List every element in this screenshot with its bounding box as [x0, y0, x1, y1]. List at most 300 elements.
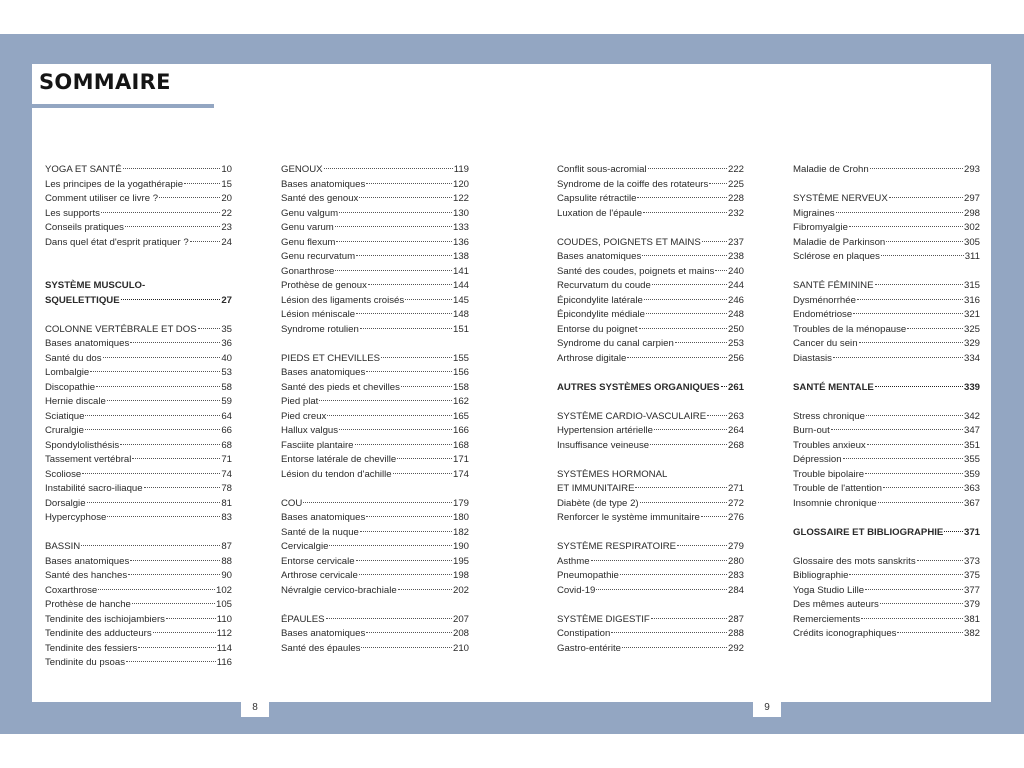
- dot-leader: [366, 371, 452, 372]
- dot-leader: [897, 632, 963, 633]
- toc-entry-page-number: 371: [963, 526, 980, 538]
- toc-entry[interactable]: [557, 569, 744, 584]
- dot-leader: [889, 197, 963, 198]
- toc-entry[interactable]: [45, 656, 232, 671]
- toc-entry-label: Pied creux: [281, 410, 327, 422]
- dot-leader: [329, 545, 452, 546]
- dot-leader: [866, 415, 963, 416]
- dot-leader: [646, 313, 727, 314]
- toc-entry[interactable]: [793, 598, 980, 613]
- toc-entry-page-number: 261: [727, 381, 744, 393]
- toc-entry-page-number: 151: [452, 323, 469, 335]
- dot-leader: [103, 357, 221, 358]
- toc-entry[interactable]: [793, 236, 980, 251]
- dot-leader: [98, 589, 215, 590]
- toc-entry[interactable]: [793, 468, 980, 483]
- dot-leader: [398, 589, 452, 590]
- toc-entry[interactable]: [45, 352, 232, 367]
- toc-entry[interactable]: [45, 221, 232, 236]
- toc-entry[interactable]: [45, 207, 232, 222]
- toc-entry-label: Genu valgum: [281, 207, 339, 219]
- toc-entry-label: Crédits iconographiques: [793, 628, 897, 639]
- toc-section-heading[interactable]: [793, 279, 980, 294]
- dot-leader: [81, 545, 220, 546]
- toc-entry-page-number: 225: [727, 178, 744, 190]
- toc-entry[interactable]: [45, 192, 232, 207]
- toc-entry[interactable]: [793, 163, 980, 178]
- toc-entry-label: Endométriose: [793, 309, 853, 320]
- toc-entry-label: COLONNE VERTÉBRALE ET DOS: [45, 323, 197, 335]
- dot-leader: [650, 444, 727, 445]
- toc-entry[interactable]: [793, 207, 980, 222]
- dot-leader: [361, 647, 452, 648]
- toc-entry[interactable]: [557, 642, 744, 657]
- toc-entry-page-number: 373: [963, 555, 980, 567]
- toc-entry-page-number: 40: [221, 352, 232, 364]
- dot-leader: [144, 487, 221, 488]
- toc-entry-label: COUDES, POIGNETS ET MAINS: [557, 236, 701, 248]
- toc-entry-label: Tendinite des adducteurs: [45, 628, 152, 639]
- dot-leader: [639, 328, 727, 329]
- toc-entry[interactable]: [281, 221, 469, 236]
- toc-entry[interactable]: [281, 236, 469, 251]
- toc-section-heading[interactable]: [557, 410, 744, 425]
- toc-entry[interactable]: [45, 468, 232, 483]
- toc-section-heading[interactable]: [557, 482, 744, 497]
- dot-leader: [865, 589, 963, 590]
- toc-section-heading[interactable]: [557, 540, 744, 555]
- toc-entry-page-number: 305: [963, 236, 980, 248]
- toc-entry-label: Maladie de Crohn: [793, 164, 869, 175]
- dot-leader: [642, 255, 727, 256]
- toc-entry[interactable]: [281, 540, 469, 555]
- toc-entry-page-number: 359: [963, 468, 980, 480]
- page-title: SOMMAIRE: [39, 70, 171, 94]
- toc-section-heading[interactable]: [557, 613, 744, 628]
- toc-entry[interactable]: [793, 482, 980, 497]
- toc-entry[interactable]: [281, 265, 469, 280]
- toc-entry-label: Syndrome du canal carpien: [557, 338, 674, 349]
- dot-leader: [833, 357, 963, 358]
- toc-column-3: [557, 163, 744, 656]
- toc-entry[interactable]: [793, 424, 980, 439]
- toc-entry-page-number: 280: [727, 555, 744, 567]
- toc-entry-label: SANTÉ MENTALE: [793, 381, 874, 393]
- title-underline: [32, 104, 214, 108]
- toc-entry-page-number: 83: [221, 512, 232, 523]
- toc-entry-page-number: 302: [963, 222, 980, 233]
- toc-entry[interactable]: [557, 250, 744, 265]
- dot-leader: [190, 241, 221, 242]
- toc-entry-page-number: 256: [727, 352, 744, 364]
- dot-leader: [853, 313, 963, 314]
- dot-leader: [652, 284, 727, 285]
- dot-leader: [886, 241, 963, 242]
- dot-leader: [849, 574, 963, 575]
- toc-entry-page-number: 250: [727, 323, 744, 335]
- toc-entry-label: Bibliographie: [793, 570, 849, 581]
- toc-entry[interactable]: [793, 323, 980, 338]
- toc-entry-page-number: 116: [216, 657, 232, 668]
- toc-entry[interactable]: [45, 424, 232, 439]
- dot-leader: [90, 371, 220, 372]
- toc-section-heading[interactable]: [793, 192, 980, 207]
- toc-entry-page-number: 334: [963, 352, 980, 364]
- toc-entry-label: ET IMMUNITAIRE: [557, 483, 635, 494]
- toc-entry-label: Sciatique: [45, 410, 85, 422]
- toc-entry-page-number: 90: [221, 570, 232, 581]
- toc-entry-label: Hernie discale: [45, 396, 106, 407]
- dot-leader: [159, 197, 220, 198]
- dot-leader: [107, 516, 220, 517]
- toc-entry[interactable]: [557, 497, 744, 512]
- toc-spacer: [45, 308, 232, 323]
- toc-entry-label: Gonarthrose: [281, 265, 335, 277]
- toc-entry-label: Insomnie chronique: [793, 497, 877, 509]
- toc-entry-label: GENOUX: [281, 164, 323, 175]
- toc-spacer: [281, 482, 469, 497]
- toc-entry[interactable]: [45, 381, 232, 396]
- toc-entry[interactable]: [45, 366, 232, 381]
- toc-section-heading[interactable]: [557, 236, 744, 251]
- toc-entry-label: Bases anatomiques: [281, 178, 366, 190]
- toc-entry[interactable]: [281, 207, 469, 222]
- toc-entry[interactable]: [557, 424, 744, 439]
- toc-entry-label: Névralgie cervico-brachiale: [281, 584, 397, 596]
- toc-entry-page-number: 268: [727, 439, 744, 451]
- toc-entry-page-number: 162: [452, 396, 469, 407]
- toc-entry-page-number: 110: [216, 613, 232, 625]
- toc-entry-page-number: 248: [727, 309, 744, 320]
- toc-entry[interactable]: [557, 279, 744, 294]
- toc-section-heading[interactable]: [45, 163, 232, 178]
- dot-leader: [715, 270, 727, 271]
- toc-entry[interactable]: [793, 337, 980, 352]
- toc-entry-page-number: 171: [452, 454, 469, 465]
- toc-entry[interactable]: [793, 308, 980, 323]
- toc-entry-label: SYSTÈME DIGESTIF: [557, 613, 650, 625]
- toc-entry[interactable]: [793, 250, 980, 265]
- toc-entry[interactable]: [281, 569, 469, 584]
- toc-entry-page-number: 64: [221, 410, 232, 422]
- toc-entry[interactable]: [557, 163, 744, 178]
- toc-entry-label: Bases anatomiques: [557, 251, 642, 262]
- toc-entry-page-number: 210: [452, 642, 469, 654]
- toc-entry[interactable]: [45, 613, 232, 628]
- toc-entry[interactable]: [45, 236, 232, 251]
- dot-leader: [875, 284, 963, 285]
- toc-section-heading[interactable]: [557, 468, 744, 483]
- toc-entry[interactable]: [557, 627, 744, 642]
- dot-leader: [125, 226, 220, 227]
- toc-entry-label: SYSTÈME RESPIRATOIRE: [557, 541, 677, 552]
- dot-leader: [865, 473, 963, 474]
- toc-entry[interactable]: [45, 555, 232, 570]
- toc-entry-page-number: 292: [727, 642, 744, 654]
- toc-entry-label: Diastasis: [793, 352, 832, 364]
- dot-leader: [366, 516, 452, 517]
- toc-entry-page-number: 228: [727, 193, 744, 204]
- dot-leader: [707, 415, 727, 416]
- toc-entry-page-number: 27: [221, 294, 232, 306]
- dot-leader: [360, 531, 452, 532]
- toc-entry-page-number: 20: [221, 193, 232, 204]
- toc-entry[interactable]: [281, 178, 469, 193]
- toc-entry[interactable]: [281, 453, 469, 468]
- dot-leader: [637, 197, 727, 198]
- toc-section-heading[interactable]: [281, 352, 469, 367]
- dot-leader: [640, 502, 727, 503]
- toc-entry-label: Cancer du sein: [793, 338, 858, 349]
- toc-entry[interactable]: [45, 410, 232, 425]
- toc-section-heading[interactable]: [793, 381, 980, 396]
- toc-entry[interactable]: [281, 584, 469, 599]
- toc-entry[interactable]: [557, 265, 744, 280]
- toc-entry-label: Instabilité sacro-iliaque: [45, 483, 143, 494]
- toc-entry[interactable]: [281, 424, 469, 439]
- toc-entry-page-number: 363: [963, 483, 980, 494]
- toc-entry[interactable]: [793, 497, 980, 512]
- toc-entry[interactable]: [557, 323, 744, 338]
- dot-leader: [654, 429, 727, 430]
- toc-entry-page-number: 105: [215, 599, 232, 610]
- toc-entry-page-number: 367: [963, 497, 980, 509]
- toc-entry[interactable]: [557, 178, 744, 193]
- toc-section-heading[interactable]: [281, 163, 469, 178]
- toc-entry-label: Trouble de l'attention: [793, 483, 882, 494]
- toc-entry[interactable]: [281, 294, 469, 309]
- toc-entry-page-number: 36: [221, 338, 232, 349]
- dot-leader: [381, 357, 452, 358]
- toc-entry-page-number: 284: [727, 584, 744, 596]
- toc-entry-page-number: 198: [452, 570, 469, 581]
- toc-entry[interactable]: [557, 584, 744, 599]
- toc-entry[interactable]: [45, 482, 232, 497]
- toc-entry-label: GLOSSAIRE ET BIBLIOGRAPHIE: [793, 526, 944, 538]
- toc-entry-page-number: 271: [727, 483, 744, 494]
- toc-entry-label: Dépression: [793, 454, 842, 465]
- toc-entry[interactable]: [281, 192, 469, 207]
- toc-entry[interactable]: [281, 381, 469, 396]
- toc-entry-page-number: 237: [727, 236, 744, 248]
- toc-entry-label: Lombalgie: [45, 367, 90, 378]
- toc-entry[interactable]: [793, 555, 980, 570]
- toc-entry[interactable]: [793, 453, 980, 468]
- toc-entry-page-number: 158: [452, 381, 469, 393]
- toc-entry[interactable]: [281, 526, 469, 541]
- toc-section-heading[interactable]: [45, 279, 232, 294]
- toc-section-heading[interactable]: [557, 381, 744, 396]
- dot-leader: [651, 618, 727, 619]
- toc-entry-label: Conflit sous-acromial: [557, 164, 647, 175]
- dot-leader: [622, 647, 727, 648]
- toc-entry-page-number: 207: [452, 613, 469, 625]
- toc-entry-page-number: 78: [221, 483, 232, 494]
- toc-entry[interactable]: [45, 439, 232, 454]
- toc-entry[interactable]: [281, 642, 469, 657]
- toc-entry[interactable]: [793, 627, 980, 642]
- toc-entry[interactable]: [557, 555, 744, 570]
- toc-entry[interactable]: [793, 221, 980, 236]
- toc-entry-page-number: 279: [727, 541, 744, 552]
- toc-entry-label: Cruralgie: [45, 425, 84, 436]
- dot-leader: [336, 241, 452, 242]
- toc-entry-page-number: 35: [221, 323, 232, 335]
- toc-entry[interactable]: [45, 598, 232, 613]
- toc-entry-page-number: 316: [963, 294, 980, 306]
- toc-entry-label: SYSTÈME NERVEUX: [793, 193, 888, 204]
- toc-entry-label: Syndrome de la coiffe des rotateurs: [557, 178, 709, 190]
- toc-entry[interactable]: [281, 279, 469, 294]
- toc-entry[interactable]: [793, 584, 980, 599]
- dot-leader: [121, 299, 221, 300]
- toc-entry[interactable]: [281, 555, 469, 570]
- dot-leader: [153, 632, 216, 633]
- toc-entry-label: Genu recurvatum: [281, 251, 356, 262]
- toc-entry-page-number: 58: [221, 381, 232, 393]
- toc-section-heading[interactable]: [45, 294, 232, 309]
- dot-leader: [126, 661, 216, 662]
- dot-leader: [324, 168, 453, 169]
- toc-section-heading[interactable]: [45, 323, 232, 338]
- toc-entry-page-number: 10: [221, 164, 232, 175]
- toc-entry-page-number: 66: [221, 425, 232, 436]
- toc-entry[interactable]: [45, 337, 232, 352]
- dot-leader: [335, 270, 452, 271]
- toc-entry-label: Épicondylite médiale: [557, 309, 645, 320]
- toc-entry[interactable]: [45, 395, 232, 410]
- dot-leader: [907, 328, 963, 329]
- toc-entry-page-number: 311: [964, 251, 980, 262]
- toc-entry[interactable]: [281, 308, 469, 323]
- dot-leader: [355, 444, 452, 445]
- toc-entry-label: Les principes de la yogathérapie: [45, 178, 184, 190]
- toc-entry[interactable]: [557, 308, 744, 323]
- toc-entry[interactable]: [557, 207, 744, 222]
- dot-leader: [917, 560, 963, 561]
- toc-entry[interactable]: [45, 511, 232, 526]
- dot-leader: [883, 487, 963, 488]
- toc-entry-label: Glossaire des mots sanskrits: [793, 555, 916, 567]
- toc-entry[interactable]: [557, 192, 744, 207]
- toc-entry-label: Tendinite des fessiers: [45, 642, 138, 654]
- toc-entry[interactable]: [281, 323, 469, 338]
- toc-entry[interactable]: [793, 439, 980, 454]
- toc-entry[interactable]: [45, 178, 232, 193]
- toc-entry-label: Remerciements: [793, 613, 861, 625]
- toc-section-heading[interactable]: [281, 497, 469, 512]
- toc-entry[interactable]: [557, 511, 744, 526]
- dot-leader: [366, 632, 452, 633]
- dot-leader: [339, 212, 452, 213]
- toc-entry[interactable]: [281, 395, 469, 410]
- toc-section-heading[interactable]: [45, 540, 232, 555]
- dot-leader: [356, 255, 452, 256]
- dot-leader: [859, 342, 963, 343]
- toc-section-heading[interactable]: [793, 526, 980, 541]
- toc-entry-label: Fibromyalgie: [793, 222, 848, 233]
- toc-entry[interactable]: [45, 497, 232, 512]
- toc-entry[interactable]: [281, 410, 469, 425]
- dot-leader: [120, 444, 220, 445]
- toc-entry-page-number: 168: [452, 439, 469, 451]
- toc-entry-label: Troubles anxieux: [793, 439, 866, 451]
- toc-section-heading[interactable]: [281, 613, 469, 628]
- toc-entry-label: SYSTÈME CARDIO-VASCULAIRE: [557, 410, 707, 422]
- toc-entry[interactable]: [45, 584, 232, 599]
- toc-entry-page-number: 166: [452, 425, 469, 436]
- toc-entry-label: Hallux valgus: [281, 425, 339, 436]
- toc-entry-label: Dorsalgie: [45, 497, 86, 509]
- toc-entry-label: Des mêmes auteurs: [793, 599, 879, 610]
- dot-leader: [123, 168, 221, 169]
- toc-entry[interactable]: [45, 569, 232, 584]
- toc-entry[interactable]: [281, 439, 469, 454]
- toc-entry-page-number: 240: [727, 265, 744, 277]
- dot-leader: [359, 197, 452, 198]
- dot-leader: [397, 458, 452, 459]
- toc-entry-label: Lésion du tendon d'achille: [281, 468, 392, 480]
- toc-entry[interactable]: [557, 439, 744, 454]
- toc-entry-label: PIEDS ET CHEVILLES: [281, 352, 380, 364]
- toc-entry-label: Asthme: [557, 555, 590, 567]
- toc-entry-page-number: 325: [963, 323, 980, 335]
- toc-entry-label: Diabète (de type 2): [557, 497, 639, 509]
- toc-entry[interactable]: [45, 453, 232, 468]
- dot-leader: [360, 328, 452, 329]
- toc-entry[interactable]: [45, 642, 232, 657]
- toc-entry-label: Dysménorrhée: [793, 294, 856, 306]
- toc-entry[interactable]: [557, 352, 744, 367]
- toc-entry[interactable]: [793, 569, 980, 584]
- toc-entry-label: Migraines: [793, 207, 835, 219]
- toc-entry-page-number: 298: [963, 207, 980, 219]
- dot-leader: [393, 473, 452, 474]
- toc-entry[interactable]: [281, 511, 469, 526]
- toc-entry-label: Genu varum: [281, 222, 334, 233]
- toc-entry-page-number: 148: [452, 309, 469, 320]
- toc-entry[interactable]: [557, 294, 744, 309]
- dot-leader: [82, 473, 220, 474]
- toc-entry-label: Tendinite des ischiojambiers: [45, 613, 165, 625]
- toc-entry[interactable]: [281, 468, 469, 483]
- toc-entry[interactable]: [281, 627, 469, 642]
- toc-entry[interactable]: [557, 337, 744, 352]
- toc-entry-page-number: 180: [452, 512, 469, 523]
- toc-entry[interactable]: [793, 410, 980, 425]
- toc-entry-label: Santé des coudes, poignets et mains: [557, 265, 715, 277]
- toc-entry-label: Entorse du poignet: [557, 323, 638, 335]
- toc-column-1: [45, 163, 232, 671]
- toc-entry-page-number: 138: [452, 251, 469, 262]
- dot-leader: [138, 647, 215, 648]
- toc-entry-page-number: 59: [221, 396, 232, 407]
- toc-entry[interactable]: [793, 294, 980, 309]
- dot-leader: [843, 458, 963, 459]
- toc-entry[interactable]: [793, 352, 980, 367]
- dot-leader: [857, 299, 963, 300]
- toc-entry-label: Sclérose en plaques: [793, 251, 880, 262]
- toc-entry[interactable]: [793, 613, 980, 628]
- dot-leader: [880, 603, 963, 604]
- toc-entry[interactable]: [281, 250, 469, 265]
- toc-entry-label: Santé des pieds et chevilles: [281, 381, 400, 393]
- toc-entry-page-number: 88: [221, 555, 232, 567]
- toc-entry[interactable]: [45, 627, 232, 642]
- toc-entry-label: Insuffisance veineuse: [557, 439, 650, 451]
- dot-leader: [356, 313, 452, 314]
- toc-entry[interactable]: [281, 366, 469, 381]
